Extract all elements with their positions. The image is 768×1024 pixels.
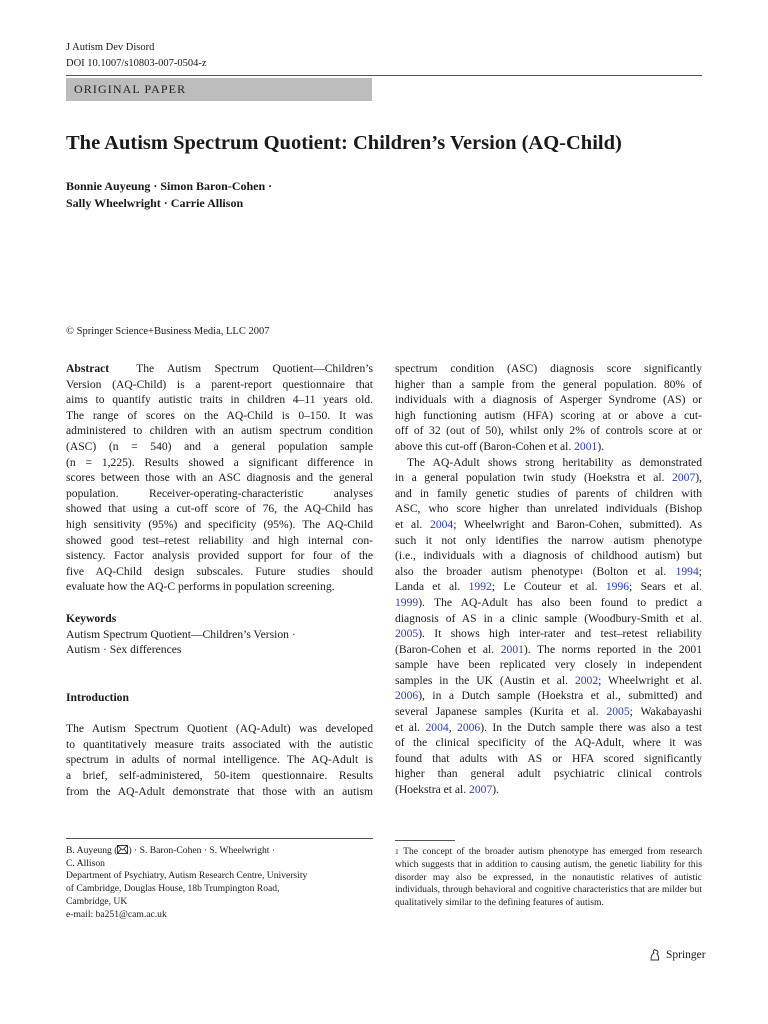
- right-column: spectrum condition (ASC) diagnosis score significantly higher than a sample from the general population. 80% of individuals with a diagnosis of Asperger Syndrome (AS) or high functioning autism (HFA) scoring at or above a cut- off of 32 (out of 50), whilst only 2% of controls score at or above this cut-off (Baron-Cohen et al. 2001). The AQ-Adult shows strong heritability as demonstrated in a general population twin study (Hoekstra et al. 2007), and in family genetic studies of parents of children with ASC, who score higher than unrelated individuals (Bishop et al. 2004; Wheelwright and Baron-Cohen, submitted). As such it not only identifies the narrow autism phenotype (i.e., individuals with a diagnosis of childhood autism) but also the broader autism phenotype$^1$ (Bolton et al. 1994; Landa et al. 1992; Le Couteur et al. 1996; Sears et al. 1999). The AQ-Adult has also been found to predict a diagnosis of AS in a clinic sample (Woodbury-Smith et al. 2005). It shows high inter-rater and test–retest reliability (Baron-Cohen et al. 2001). The norms reported in the 2001 sample have been replicated very closely in independent samples in the UK (Austin et al. 2002; Wheelwright et al. 2006), in a Dutch sample (Hoekstra et al., submitted) and several Japanese samples (Kurita et al. 2005; Wakabayashi et al. 2004, 2006). In the Dutch sample there was also a test of the clinical specificity of the AQ-Adult, where it was found that adults with AS or HFA scored significantly higher than general adult psychiatric clinical controls (Hoekstra et al. 2007).: [395, 362, 703, 797]
- citation-link[interactable]: 1999: [395, 595, 419, 609]
- citation-link[interactable]: 2004: [430, 517, 454, 531]
- citation-link[interactable]: 2005: [606, 705, 630, 719]
- copyright: © Springer Science+Business Media, LLC 2007: [66, 326, 270, 337]
- citation-link[interactable]: 2007: [469, 783, 493, 797]
- keywords-label: Keywords: [66, 611, 117, 625]
- affiliation-rule: [66, 838, 373, 839]
- citation-link[interactable]: 2001: [574, 439, 598, 453]
- footnote-text: The concept of the broader autism phenotype has emerged from research which suggests that in addition to causing autism, the genetic liability for this disorder may also be expressed, in the nonautistic relatives of autistic individuals, through behavioral and cognitive characteristics that are milder but qualitatively similar to the defining features of autism.: [395, 846, 702, 909]
- paper-title: The Autism Spectrum Quotient: Children’s Version (AQ-Child): [66, 132, 622, 154]
- authors-line-2: Sally Wheelwright · Carrie Allison: [66, 196, 244, 210]
- citation-link[interactable]: 2005: [395, 627, 419, 641]
- citation-link[interactable]: 2006: [395, 689, 419, 703]
- footnote-rule: [395, 840, 455, 841]
- footnote-number: 1: [395, 847, 399, 856]
- citation-link[interactable]: 2004: [425, 720, 449, 734]
- header-rule: [66, 75, 702, 76]
- springer-horse-icon: [648, 948, 662, 962]
- keywords: Keywords Autism Spectrum Quotient—Children’s Version · Autism · Sex differences: [66, 611, 373, 658]
- left-column: [66, 361, 373, 799]
- journal-header: [66, 40, 207, 72]
- citation-link[interactable]: 2006: [457, 720, 481, 734]
- introduction: Introduction The Autism Spectrum Quotient (AQ-Adult) was developed to quantitatively measure traits associated with the autistic spectrum in adults of normal intelligence. The AQ-Adult is a brief, self-administered, 50-item questionnaire. Results from the AQ-Adult demonstrate that those with an autism: [66, 690, 373, 798]
- citation-link[interactable]: 2001: [500, 642, 524, 656]
- affiliation-block: B. Auyeung ( ) · S. Baron-Cohen · S. Wheelwright · C. Allison Department of Psychiatry, Autism Research Centre, University of Cambridge, Douglas House, 18b Trumpington Road, Cambridge, UK e-mail: ba251@cam.ac.uk: [66, 845, 308, 920]
- author-list: [66, 178, 272, 212]
- authors-line-1: Bonnie Auyeung · Simon Baron-Cohen ·: [66, 179, 273, 193]
- abstract: Abstract The Autism Spectrum Quotient—Children’s Version (AQ-Child) is a parent-report questionnaire that aims to quantify autistic traits in children 4–11 years old. The range of scores on the AQ-Child is 0–150. It was administered to children with an autism spectrum condition (ASC) (n = 540) and a general population sample (n = 1,225). Results showed a significant difference in scores between those with an ASC diagnosis and the general population. Receiver-operating-characteristic analyses showed that using a cut-off score of 76, the AQ-Child has high sensitivity (95%) and specificity (95%). The AQ-Child showed good test–retest reliability and high internal con- sistency. Factor analysis provided support for four of the five AQ-Child design subscales. Future studies should evaluate how the AQ-C performs in population screening.: [66, 362, 373, 594]
- citation-link[interactable]: 2007: [672, 471, 696, 485]
- footnote-marker[interactable]: 1: [579, 566, 584, 576]
- publisher-logo: [648, 948, 706, 962]
- introduction-heading: Introduction: [66, 690, 129, 704]
- journal-name: J Autism Dev Disord: [66, 42, 155, 53]
- footnote: [395, 846, 702, 910]
- section-label: ORIGINAL PAPER: [74, 82, 187, 96]
- citation-link[interactable]: 1992: [468, 580, 492, 594]
- section-banner: [66, 78, 372, 101]
- abstract-label: Abstract: [66, 362, 110, 375]
- citation-link[interactable]: 2002: [574, 673, 599, 687]
- email-link[interactable]: e-mail: ba251@cam.ac.uk: [66, 908, 167, 920]
- doi: DOI 10.1007/s10803-007-0504-z: [66, 58, 207, 69]
- envelope-icon: [117, 845, 128, 854]
- citation-link[interactable]: 1996: [605, 580, 630, 594]
- publisher-name: Springer: [666, 949, 706, 961]
- citation-link[interactable]: 1994: [675, 564, 699, 578]
